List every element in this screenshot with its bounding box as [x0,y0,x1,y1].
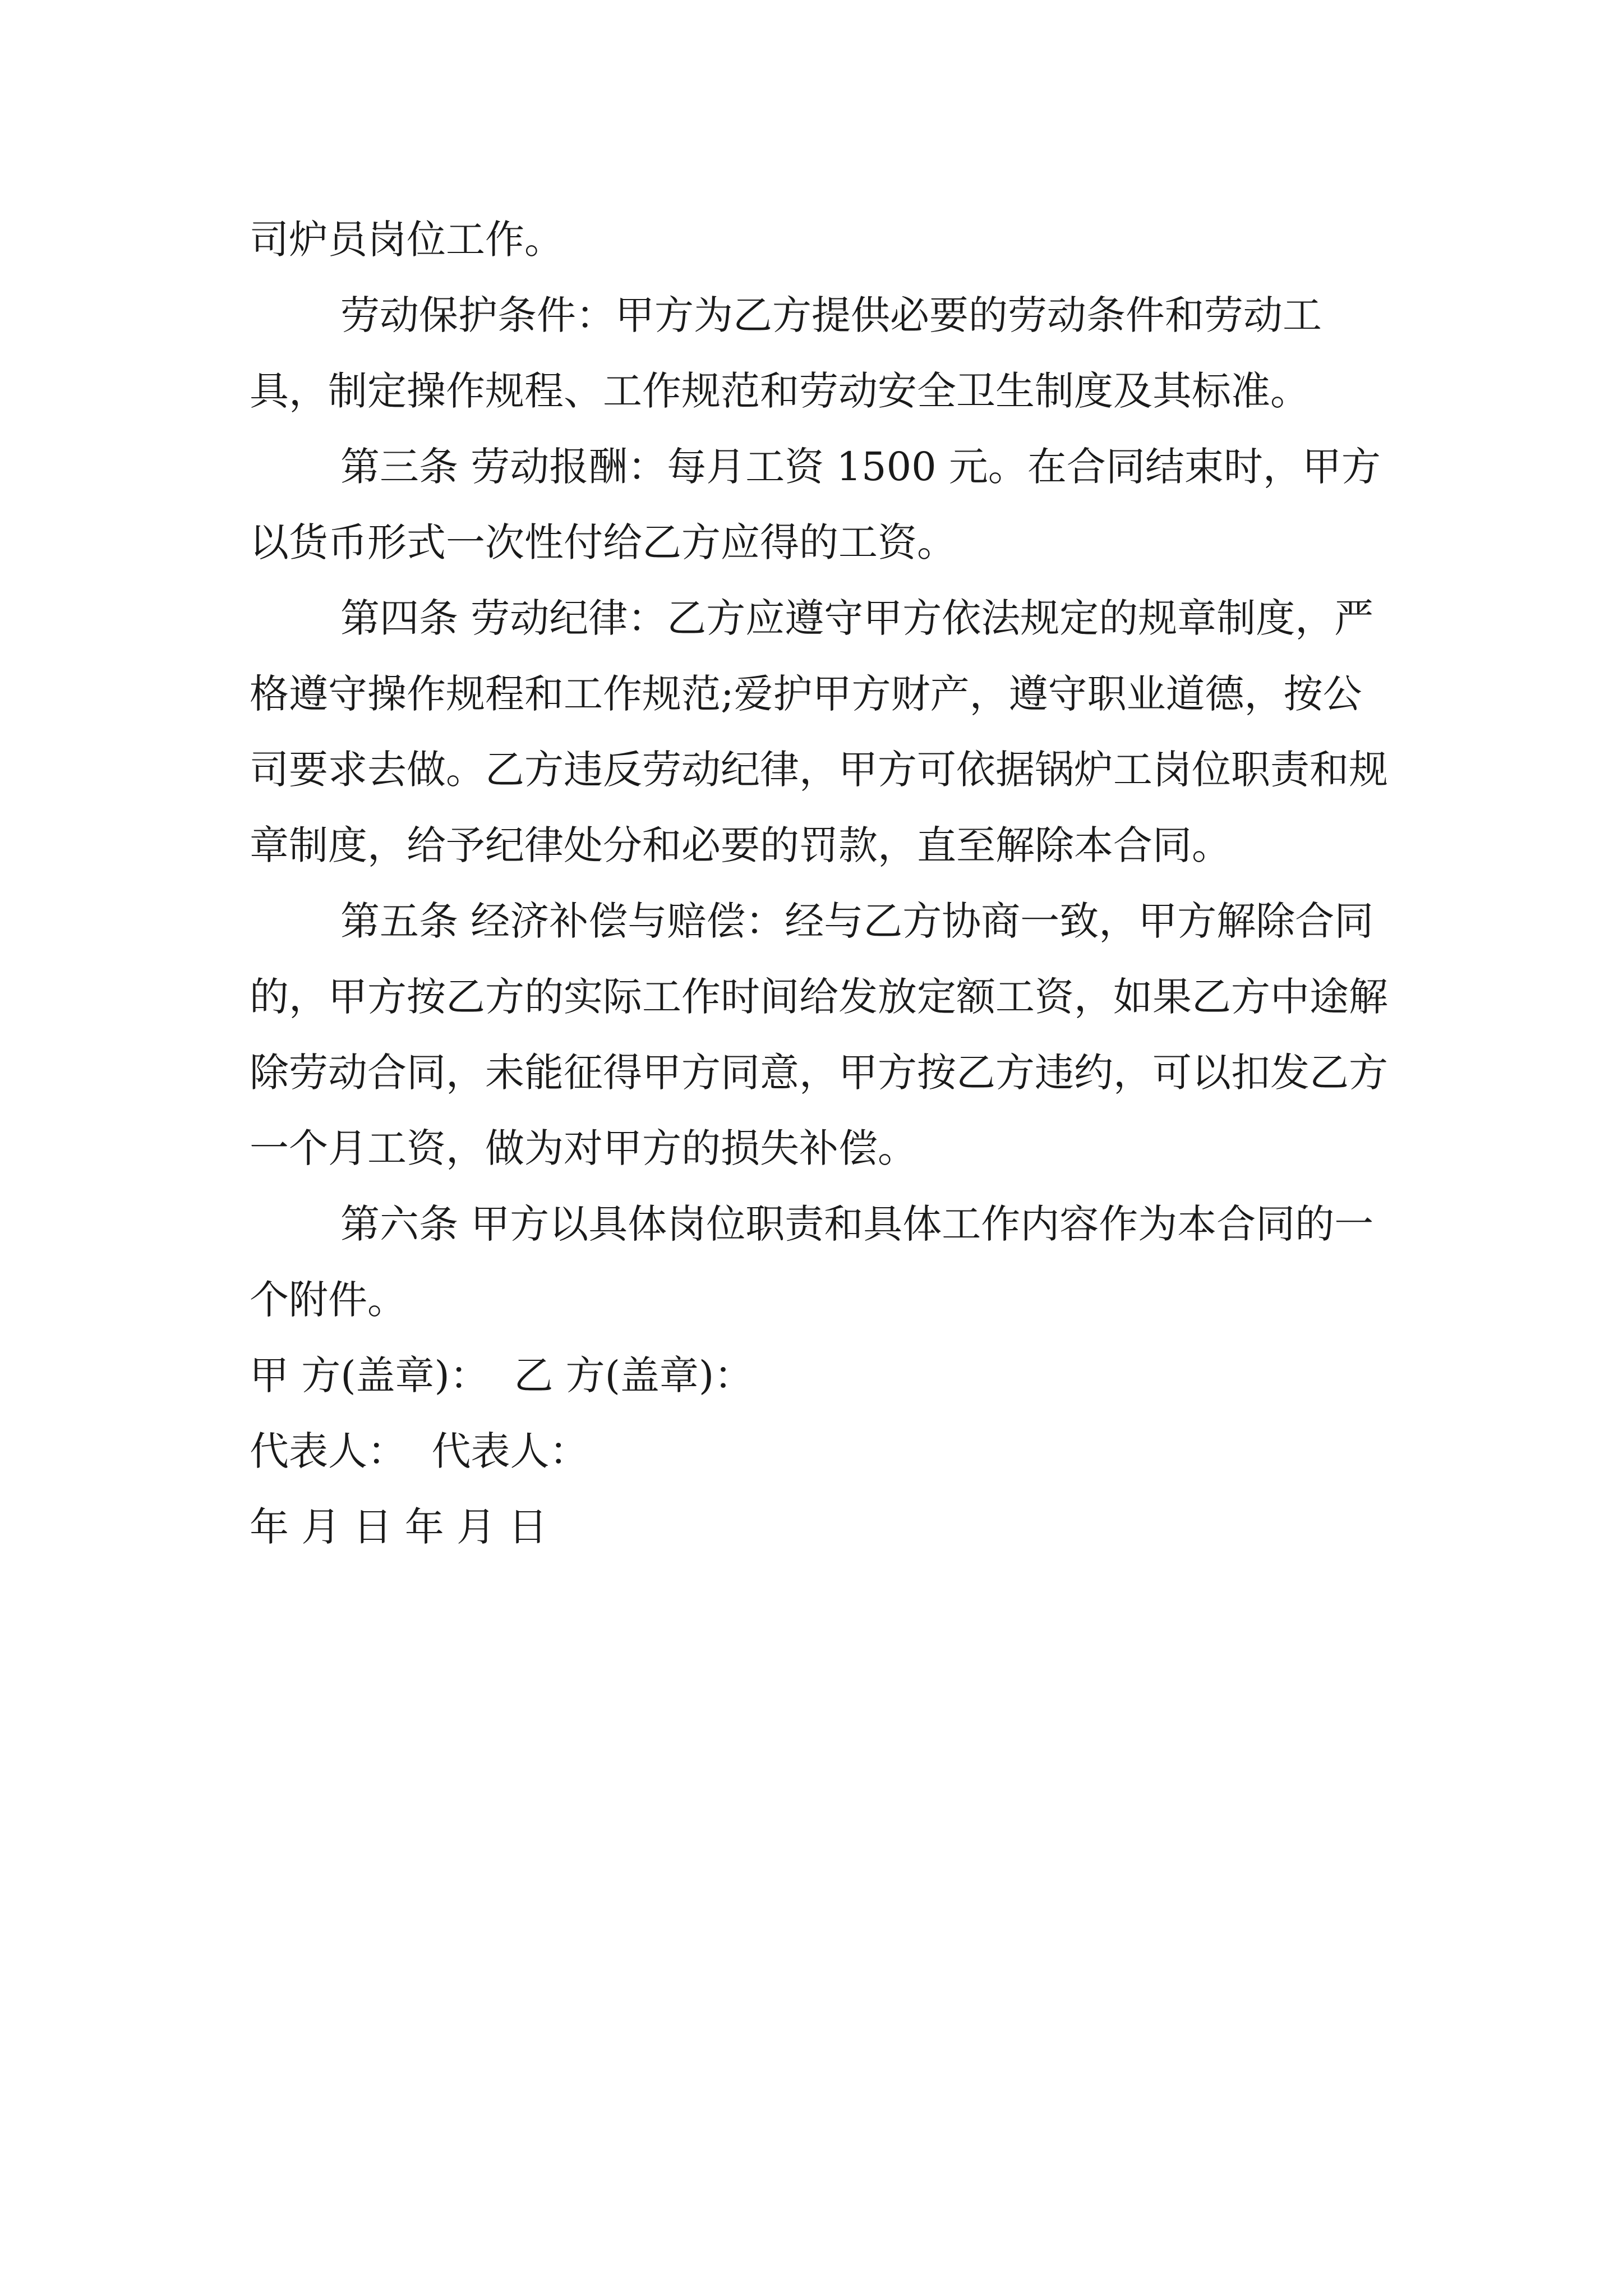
contract-body [250,202,1394,1565]
paragraph-article-6: 第六条 甲方以具体岗位职责和具体工作内容作为本合同的一个附件。 [250,1201,1374,1323]
paragraph-continuation: 司炉员岗位工作。 [250,217,564,263]
signature-parties: 甲 方(盖章)： 乙 方(盖章)： [250,1352,754,1398]
paragraph-labor-protection: 劳动保护条件：甲方为乙方提供必要的劳动条件和劳动工具，制定操作规程、工作规范和劳动安全卫生制度及其标准。 [250,292,1322,414]
paragraph-article-4: 第四条 劳动纪律：乙方应遵守甲方依法规定的规章制度，严格遵守操作规程和工作规范;爱护甲方财产，遵守职业道德，按公司要求去做。乙方违反劳动纪律，甲方可依据锅炉工岗位职责和规章制度，给予纪律处分和必要的罚款，直至解除本合同。 [250,595,1388,868]
signature-representatives: 代表人： 代表人： [250,1428,589,1474]
paragraph-article-5: 第五条 经济补偿与赔偿：经与乙方协商一致，甲方解除合同的，甲方按乙方的实际工作时间给发放定额工资，如果乙方中途解除劳动合同，未能征得甲方同意，甲方按乙方违约，可以扣发乙方一个月工资，做为对甲方的损失补偿。 [250,898,1388,1171]
signature-dates: 年 月 日 年 月 日 [250,1504,548,1550]
paragraph-article-3: 第三条 劳动报酬：每月工资 1500 元。在合同结束时，甲方以货币形式一次性付给乙方应得的工资。 [250,444,1381,565]
